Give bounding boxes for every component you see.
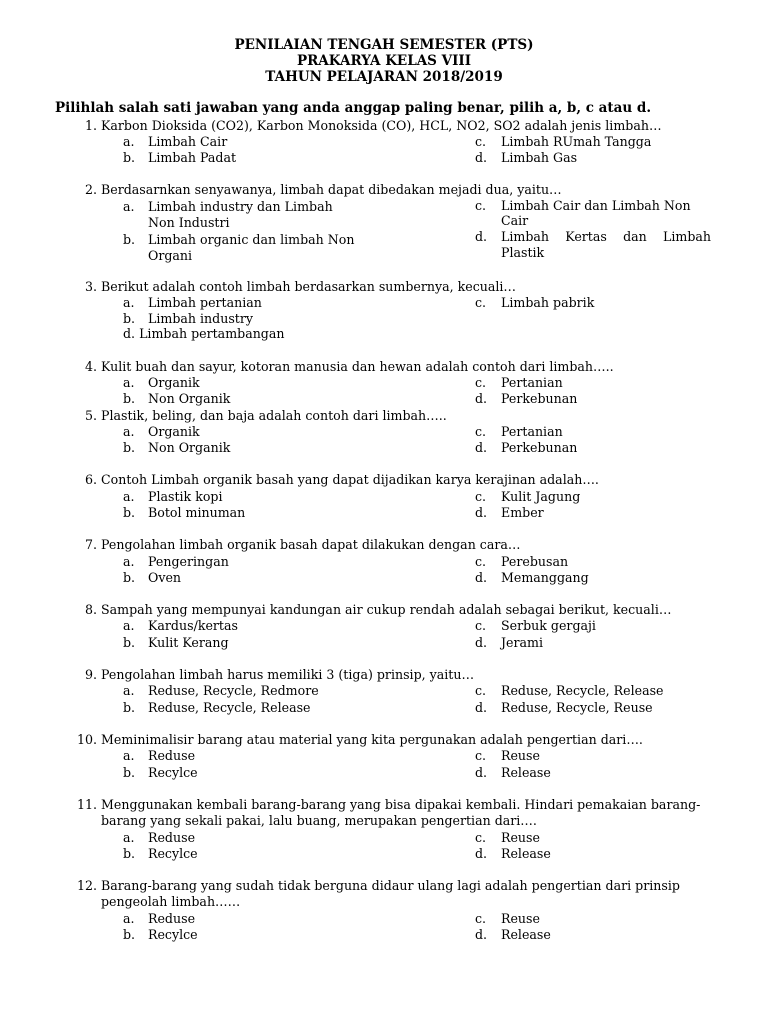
question-number: 7.: [84, 537, 97, 552]
option-d-letter: d.: [475, 700, 488, 715]
question-number: 8.: [84, 602, 97, 617]
option-a-letter: a.: [123, 489, 135, 504]
option-b-line2: Organi: [148, 248, 193, 263]
option-c-letter: c.: [475, 198, 487, 213]
option-b-letter: b.: [123, 391, 136, 406]
option-c: Serbuk gergaji: [501, 618, 596, 633]
option-b-letter: b.: [123, 150, 136, 165]
option-c-line1: Limbah Cair dan Limbah Non: [501, 198, 691, 213]
option-c-letter: c.: [475, 134, 487, 149]
question-number: 4.: [84, 359, 97, 374]
option-c-letter: c.: [475, 683, 487, 698]
option-b: Reduse, Recycle, Release: [148, 700, 311, 715]
option-d-letter: d.: [475, 505, 488, 520]
option-a-letter: a.: [123, 748, 135, 763]
option-d-word: Kertas: [565, 229, 607, 244]
option-b: Non Organik: [148, 440, 231, 455]
option-b: Recylce: [148, 765, 198, 780]
option-a: Pengeringan: [148, 554, 229, 569]
option-d-letter: d.: [475, 229, 488, 244]
option-c-letter: c.: [475, 554, 487, 569]
option-d: Limbah Gas: [501, 150, 578, 165]
question-number: 5.: [84, 408, 97, 423]
option-c: Kulit Jagung: [501, 489, 581, 504]
option-a-line1: Limbah industry dan Limbah: [148, 199, 333, 214]
option-c-letter: c.: [475, 618, 487, 633]
question-number: 11.: [76, 797, 97, 812]
option-c-letter: c.: [475, 424, 487, 439]
option-a: Reduse: [148, 748, 196, 763]
option-a-letter: a.: [123, 199, 135, 214]
option-b: Botol minuman: [148, 505, 246, 520]
question-text: Pengolahan limbah harus memiliki 3 (tiga) prinsip, yaitu…: [101, 667, 475, 682]
option-d-letter: d.: [475, 570, 488, 585]
exam-subject: PRAKARYA KELAS VIII: [296, 53, 472, 69]
option-a-letter: a.: [123, 424, 135, 439]
question-number: 3.: [84, 279, 97, 294]
option-c-letter: c.: [475, 295, 487, 310]
question-text: Contoh Limbah organik basah yang dapat dijadikan karya kerajinan adalah….: [101, 472, 599, 487]
option-a: Reduse, Recycle, Redmore: [148, 683, 319, 698]
option-a: Reduse: [148, 911, 196, 926]
option-d-letter: d.: [475, 391, 488, 406]
option-a-letter: a.: [123, 830, 135, 845]
option-d-letter: d.: [475, 150, 488, 165]
option-a: Reduse: [148, 830, 196, 845]
option-d: Reduse, Recycle, Reuse: [501, 700, 653, 715]
option-b-letter: b.: [123, 505, 136, 520]
option-a-letter: a.: [123, 618, 135, 633]
option-d-line1: [501, 229, 711, 245]
option-b-line1: Limbah organic dan limbah Non: [148, 232, 355, 247]
option-d-letter: d.: [475, 927, 488, 942]
option-c: Limbah RUmah Tangga: [501, 134, 652, 149]
question-text: Meminimalisir barang atau material yang kita pergunakan adalah pengertian dari….: [101, 732, 643, 747]
option-a: Organik: [148, 424, 200, 439]
question-number: 1.: [84, 118, 97, 133]
option-a: Limbah pertanian: [148, 295, 262, 310]
option-b: Recylce: [148, 846, 198, 861]
option-d-letter: d.: [475, 635, 488, 650]
question-text: Plastik, beling, dan baja adalah contoh dari limbah…..: [101, 408, 447, 423]
option-a-letter: a.: [123, 375, 135, 390]
option-b: Kulit Kerang: [148, 635, 229, 650]
option-d: Release: [501, 846, 551, 861]
option-d: d. Limbah pertambangan: [123, 326, 285, 341]
question-text: Karbon Dioksida (CO2), Karbon Monoksida (CO), HCL, NO2, SO2 adalah jenis limbah…: [101, 118, 662, 133]
option-d: Release: [501, 927, 551, 942]
option-d: Release: [501, 765, 551, 780]
option-c-letter: c.: [475, 489, 487, 504]
question-text: Berdasarnkan senyawanya, limbah dapat dibedakan mejadi dua, yaitu…: [101, 182, 562, 197]
option-d-line2: Plastik: [501, 245, 545, 260]
option-c-letter: c.: [475, 830, 487, 845]
option-a-letter: a.: [123, 554, 135, 569]
option-a-line2: Non Industri: [148, 215, 230, 230]
question-text: Kulit buah dan sayur, kotoran manusia dan hewan adalah contoh dari limbah…..: [101, 359, 614, 374]
option-d: Perkebunan: [501, 440, 578, 455]
option-b: Non Organik: [148, 391, 231, 406]
question-number: 6.: [84, 472, 97, 487]
exam-title: PENILAIAN TENGAH SEMESTER (PTS): [234, 37, 534, 53]
question-text: Berikut adalah contoh limbah berdasarkan sumbernya, kecuali…: [101, 279, 517, 294]
option-a: Organik: [148, 375, 200, 390]
option-c: Reuse: [501, 748, 540, 763]
option-b-letter: b.: [123, 440, 136, 455]
option-a-letter: a.: [123, 911, 135, 926]
option-c: Pertanian: [501, 424, 563, 439]
option-a: Plastik kopi: [148, 489, 223, 504]
option-b: Limbah industry: [148, 311, 253, 326]
option-b: Recylce: [148, 927, 198, 942]
option-b-letter: b.: [123, 570, 136, 585]
question-number: 2.: [84, 182, 97, 197]
option-c-letter: c.: [475, 748, 487, 763]
option-c: Limbah pabrik: [501, 295, 595, 310]
option-c: Pertanian: [501, 375, 563, 390]
option-d: Jerami: [501, 635, 543, 650]
option-d: Perkebunan: [501, 391, 578, 406]
option-c: Reuse: [501, 830, 540, 845]
option-d: Memanggang: [501, 570, 589, 585]
option-b: Limbah Padat: [148, 150, 237, 165]
option-d-letter: d.: [475, 440, 488, 455]
option-d-letter: d.: [475, 765, 488, 780]
option-c: Reuse: [501, 911, 540, 926]
option-c-line2: Cair: [501, 213, 529, 228]
question-text-line2: pengeolah limbah……: [101, 894, 241, 909]
option-a: Limbah Cair: [148, 134, 228, 149]
question-text-line1: Barang-barang yang sudah tidak berguna didaur ulang lagi adalah pengertian dari prinsip: [101, 878, 680, 893]
option-b-letter: b.: [123, 700, 136, 715]
option-b-letter: b.: [123, 232, 136, 247]
option-c: Perebusan: [501, 554, 569, 569]
question-text-line2: barang yang sekali pakai, lalu buang, merupakan pengertian dari….: [101, 813, 537, 828]
option-b-letter: b.: [123, 765, 136, 780]
option-c-letter: c.: [475, 375, 487, 390]
option-a-letter: a.: [123, 134, 135, 149]
option-d: Ember: [501, 505, 544, 520]
question-number: 12.: [76, 878, 97, 893]
exam-year: TAHUN PELAJARAN 2018/2019: [265, 69, 503, 85]
question-text-line1: Menggunakan kembali barang-barang yang bisa dipakai kembali. Hindari pemakaian barang-: [101, 797, 701, 812]
option-b-letter: b.: [123, 846, 136, 861]
question-number: 10.: [76, 732, 97, 747]
option-d-word: Limbah: [501, 229, 550, 244]
option-d-word: Limbah: [662, 229, 711, 244]
option-b-letter: b.: [123, 311, 136, 326]
option-c: Reduse, Recycle, Release: [501, 683, 664, 698]
question-text: Sampah yang mempunyai kandungan air cukup rendah adalah sebagai berikut, kecuali…: [101, 602, 672, 617]
option-c-letter: c.: [475, 911, 487, 926]
option-b-letter: b.: [123, 927, 136, 942]
question-text: Pengolahan limbah organik basah dapat dilakukan dengan cara…: [101, 537, 521, 552]
option-b: Oven: [148, 570, 182, 585]
option-a-letter: a.: [123, 683, 135, 698]
instruction: Pilihlah salah sati jawaban yang anda anggap paling benar, pilih a, b, c atau d.: [55, 100, 652, 116]
option-d-word: dan: [623, 229, 647, 244]
option-a-letter: a.: [123, 295, 135, 310]
option-a: Kardus/kertas: [148, 618, 238, 633]
question-number: 9.: [84, 667, 97, 682]
option-d-letter: d.: [475, 846, 488, 861]
option-b-letter: b.: [123, 635, 136, 650]
